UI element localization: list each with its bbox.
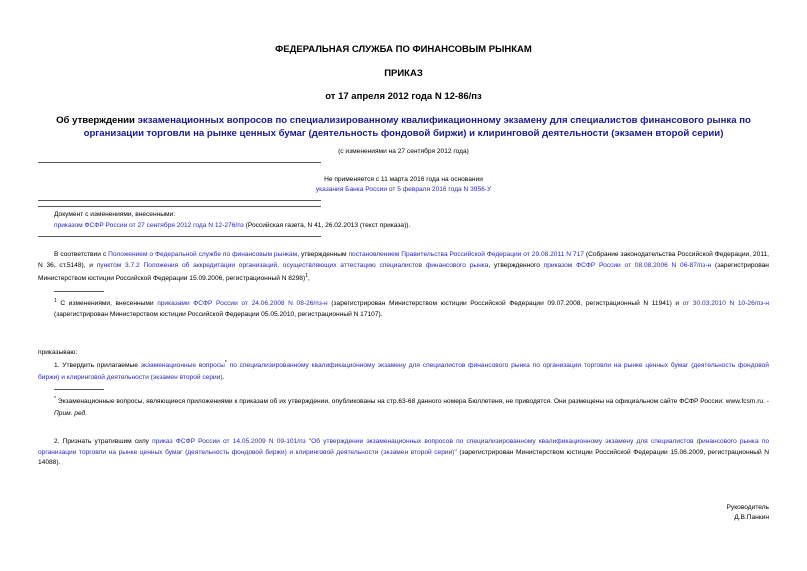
preamble-text: ,	[307, 275, 310, 283]
footnote-divider	[54, 389, 104, 390]
footnote-text: Экзаменационные вопросы, являющиеся приложениями к приказам об их утверждении, опубликованы на стр.63-68 данного номера Бюллетеня, не приводятся. Они размещены на официальном сайте ФСФР России: www.fcsm.ru. -	[55, 398, 769, 406]
date-number-heading: от 17 апреля 2012 года N 12-86/пз	[325, 91, 482, 102]
preamble-link-decree[interactable]: постановлением Правительства Российской Федерации от 29.08.2011 N 717	[348, 251, 584, 258]
footnote-link-2010[interactable]: от 30.03.2010 N 10-26/пз-н	[682, 300, 769, 308]
order-word: приказываю:	[38, 349, 78, 356]
footnote-link-2008[interactable]: приказами ФСФР России от 24.06.2008 N 08-26/пз-н	[157, 300, 328, 308]
footnote-text: (зарегистрирован Министерством юстиции Российской Федерации 05.05.2010, регистрационный N 17107).	[54, 311, 383, 319]
footnote-mark: 1	[54, 298, 57, 304]
item1-text: 1. Утвердить прилагаемые	[54, 362, 141, 370]
not-applied-link[interactable]: указания Банка России от 5 февраля 2016 года N 3956-У	[315, 186, 492, 193]
item1-link-exam[interactable]: по специализированному квалификационному экзамену для специалистов финансового рынка по организации торговли на рынке ценных бумаг (деятельность фондовой биржи) и клиринговой деятельности (экзамен второй серии)	[38, 362, 769, 381]
footnote-2	[54, 393, 769, 420]
preamble-link-clause[interactable]: пунктом 3.7.2 Положения об аккредитации организаций, осуществляющих аттестацию специалистов финансового рынка	[96, 261, 489, 269]
preamble-text: (зарегистрирован Министерством юстиции Российской Федерации 15.09.2006, регистрационный N 8298)	[38, 261, 769, 283]
signature-name: Д.В.Панкин	[734, 514, 769, 521]
item1-text: .	[222, 373, 225, 381]
divider	[38, 236, 321, 237]
preamble-paragraph	[38, 250, 769, 285]
title-link[interactable]: экзаменационных вопросов по специализированному квалификационному экзамену для специалистов финансового рынка по организации торговли на рынке ценных бумаг (деятельность фондовой биржи) и клиринговой деятельности (экзамен второй серии)	[83, 115, 751, 139]
preamble-text: , утвержденного	[488, 261, 544, 269]
not-applied-line: Не применяется с 11 марта 2016 года на основании	[324, 176, 483, 183]
changes-link[interactable]: приказом ФСФР России от 27 сентября 2012 года N 12-276/пз	[54, 222, 244, 229]
footnote-text: С изменениями, внесенными	[56, 300, 158, 308]
divider	[38, 162, 321, 163]
footnote-ref[interactable]: 1	[305, 273, 308, 279]
editor-note: Прим. ред.	[54, 410, 88, 418]
agency-heading: ФЕДЕРАЛЬНАЯ СЛУЖБА ПО ФИНАНСОВЫМ РЫНКАМ	[275, 44, 532, 55]
item-1	[38, 358, 769, 383]
item2-text: 2. Признать утратившим силу	[54, 438, 153, 445]
preamble-link-regulation[interactable]: Положением о Федеральной службе по финансовым рынкам	[108, 251, 298, 258]
changes-rest: (Российская газета, N 41, 26.02.2013 (текст приказа)).	[243, 222, 411, 229]
divider	[38, 206, 321, 207]
preamble-link-order[interactable]: приказом ФСФР России от 08.08.2006 N 06-87/пз-н	[543, 261, 712, 269]
footnote-text: (зарегистрирован Министерством юстиции Российской Федерации 09.07.2008, регистрационный N 11941) и	[327, 300, 683, 308]
signature-role: Руководитель	[726, 504, 769, 511]
item1-link-questions[interactable]: экзаменационные вопросы	[140, 362, 225, 370]
footnote-divider	[54, 291, 104, 292]
item2-link-repealed-order[interactable]: приказ ФСФР России от 14.05.2009 N 09-101/пз "Об утверждении экзаменационных вопросов по специализированному квалификационному экзамену для специалистов финансового рынка по организации торговли на рынке ценных бумаг (деятельность фондовой биржи) и клиринговой деятельности (экзамен второй серии)"	[38, 438, 769, 456]
document-title	[40, 114, 767, 140]
doc-type-heading: ПРИКАЗ	[384, 68, 423, 79]
preamble-text: , утвержденным	[297, 251, 349, 258]
divider	[38, 200, 321, 201]
footnote-mark: *	[54, 396, 56, 402]
footnote-ref[interactable]: *	[224, 360, 227, 366]
item2-text: (зарегистрирован Министерством юстиции Российской Федерации 15.06.2009, регистрационный N 14088).	[38, 448, 769, 466]
preamble-text: В соответствии с	[54, 251, 109, 258]
changes-label: Документ с изменениями, внесенными:	[54, 211, 176, 218]
item-2	[38, 437, 769, 469]
title-prefix: Об утверждении	[56, 115, 138, 126]
preamble-text: (Собрание законодательства Российской Федерации, 2011, N 36, ст.5148), и	[38, 251, 770, 269]
changes-line	[54, 220, 774, 231]
amendment-note: (с изменениями на 27 сентября 2012 года)	[338, 148, 469, 155]
footnote-1	[54, 296, 769, 320]
